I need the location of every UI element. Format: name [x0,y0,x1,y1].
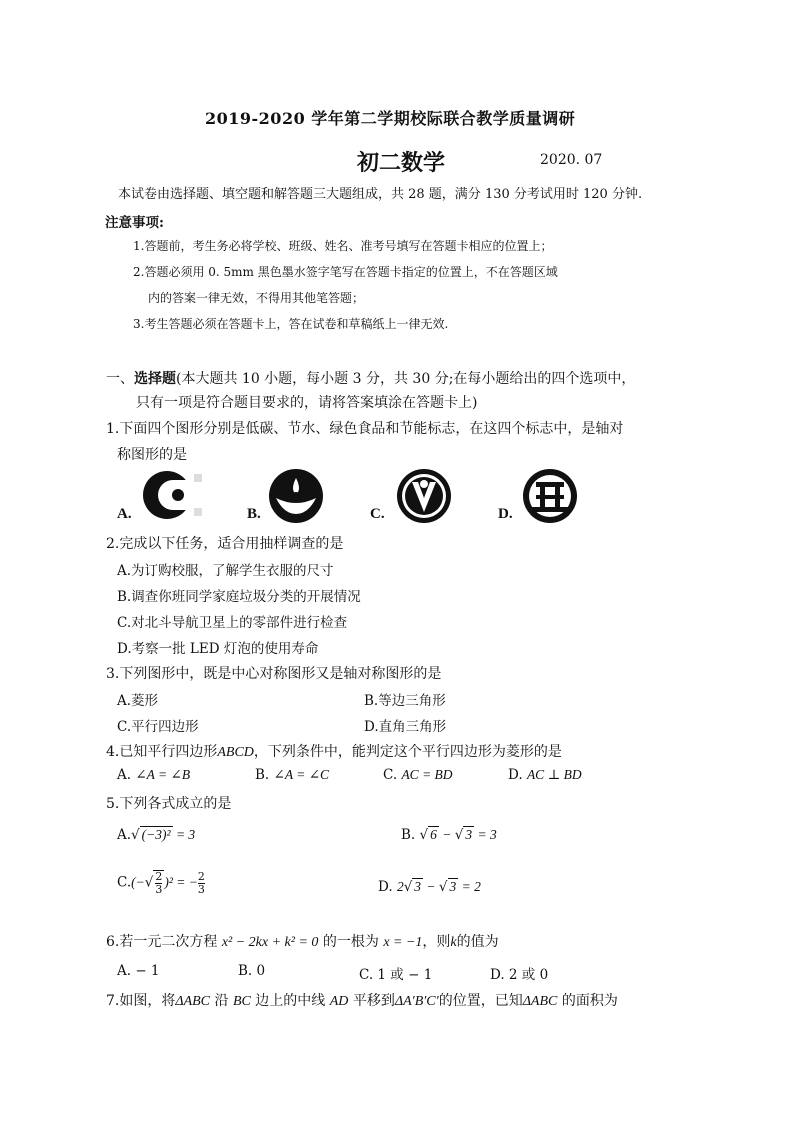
q4-stem-part: ，下列条件中，能判定这个平行四边形为菱形的是 [253,744,562,760]
notice-heading: 注意事项: [105,215,164,231]
exam-subtitle: 初二数学 [357,150,446,176]
q7-segment: AD [329,994,349,1009]
q5-expr-part: (− [131,874,145,890]
q5-radicand: 3 [449,879,457,894]
q5-rhs: = 3 [474,827,497,842]
q5-option-letter: B. [401,827,416,843]
q1-option-d-label: D. [498,506,513,522]
q5-option-letter: A. [117,827,132,843]
q6-option-c: C. 1 或 − 1 [359,967,433,983]
q4-option-expr: AC ⊥ BD [526,767,582,782]
q2-option-d: D.考察一批 LED 灯泡的使用寿命 [117,641,319,657]
section-heading [106,368,635,388]
q1-option-c-label: C. [370,506,385,522]
q7-triangle: ΔABC [175,994,211,1009]
section-label: 一、 [106,371,134,387]
exam-intro: 本试卷由选择题、填空题和解答题三大题组成，共 28 题，满分 130 分考试用时 120 分钟. [118,187,643,202]
q5-numerator: 2 [155,870,163,883]
notice-item-3: 3.考生答题必须在答题卡上，答在试卷和草稿纸上一律无效. [133,317,449,331]
q4-option-letter: D. [508,767,523,783]
q5-operator: − [438,827,455,842]
q7-stem-part: 7.如图，将 [106,993,176,1009]
q6-option-a: A. − 1 [117,963,160,979]
q7-stem-part: 的面积为 [561,993,618,1009]
q6-option-d: D. 2 或 0 [490,967,549,983]
q4-option-a [117,767,190,783]
question-1-stem: 1.下面四个图形分别是低碳、节水、绿色食品和节能标志，在这四个标志中，是轴对 [106,421,624,437]
question-5-stem: 5.下列各式成立的是 [106,796,232,812]
q6-stem-part: ，则 [422,934,451,950]
q5-operator: − [423,879,439,894]
q1-option-b-label: B. [247,506,261,522]
q5-rhs: = 3 [172,827,196,842]
q5-radicand: 3 [465,827,473,842]
question-3-stem: 3.下列图形中，既是中心对称图形又是轴对称图形的是 [106,666,442,682]
question-2-stem: 2.完成以下任务，适合用抽样调查的是 [106,536,344,552]
q6-stem-part: 的值为 [456,934,499,950]
q7-triangle: ΔABC [522,994,558,1009]
q7-segment: BC [232,994,251,1009]
q5-radicand: 3 [414,879,422,894]
water-saving-logo-icon [268,468,324,528]
q6-root: x = −1 [383,935,423,950]
low-carbon-logo-icon [140,470,206,524]
q3-option-c: C.平行四边形 [117,719,199,735]
q2-option-b: B.调查你班同学家庭垃圾分类的开展情况 [117,589,361,605]
question-4-stem [106,741,562,761]
q3-option-b: B.等边三角形 [364,693,446,709]
q2-option-a: A.为订购校服，了解学生衣服的尺寸 [117,563,334,579]
notice-item-2-cont: 内的答案一律无效，不得用其他笔答题； [148,291,365,305]
q2-option-c: C.对北斗导航卫星上的零部件进行检查 [117,615,348,631]
q4-option-c [383,767,453,783]
q1-option-a-label: A. [117,506,132,522]
section-name: 选择题 [134,371,176,387]
q4-option-d [508,767,582,783]
q3-option-a: A.菱形 [117,693,159,709]
q7-triangle: ΔA′B′C′ [394,994,439,1009]
q5-expr-part: )² = − [164,874,198,890]
section-desc-line2: 只有一项是符合题目要求的，请将答案填涂在答题卡上) [136,395,478,411]
section-desc: (本大题共 10 小题，每小题 3 分，共 30 分;在每小题给出的四个选项中， [176,371,636,387]
q4-option-expr: ∠A = ∠B [135,767,191,782]
q7-stem-part: 沿 [214,993,229,1009]
q5-radicand: (−3)² [141,827,171,842]
q6-variable: k [450,935,457,950]
q5-denominator: 3 [197,882,205,896]
q5-numerator: 2 [197,869,205,883]
q5-option-c: C.(−√ $\frac{2}{3}$ )² = − $\frac{2}{3}$ [117,869,205,896]
q4-option-expr: ∠A = ∠C [273,767,330,782]
q3-option-d: D.直角三角形 [364,719,447,735]
q6-stem-part: 6.若一元二次方程 [106,934,218,950]
q5-radicand: 6 [430,827,437,842]
exam-title: 2019-2020 学年第二学期校际联合教学质量调研 [205,109,576,128]
q5-option-letter: D. [378,879,393,895]
q6-option-b: B. 0 [238,963,266,979]
q5-coefficient: 2 [396,879,404,894]
green-food-logo-icon [396,468,452,528]
question-7-stem [106,990,618,1010]
notice-item-2: 2.答题必须用 0. 5mm 黑色墨水签字笔写在答题卡指定的位置上，不在答题区域 [133,265,558,279]
q7-stem-part: 平移到 [352,993,395,1009]
q5-fraction [153,870,164,896]
exam-date: 2020. 07 [540,152,603,168]
q5-option-d: D. 2√ 3 − √ 3 = 2 [378,879,481,895]
q5-fraction [198,871,205,896]
q4-shape-name: ABCD [217,745,254,760]
q4-option-expr: AC = BD [401,767,453,782]
q4-option-letter: B. [255,767,270,783]
q6-stem-part: 的一根为 [322,934,379,950]
q5-option-letter: C. [117,874,132,891]
q5-option-b: B. √ 6 − √ 3 = 3 [401,827,497,843]
energy-saving-logo-icon [522,468,578,528]
q4-stem-part: 4.已知平行四边形 [106,744,218,760]
q4-option-letter: A. [117,767,132,783]
q5-denominator: 3 [155,883,163,896]
q6-equation: x² − 2kx + k² = 0 [221,935,319,950]
q5-option-a: A.√ (−3)² = 3 [117,827,196,843]
notice-item-1: 1.答题前，考生务必将学校、班级、姓名、准考号填写在答题卡相应的位置上； [133,239,553,253]
q7-stem-part: 的位置，已知 [438,993,523,1009]
q5-rhs: = 2 [458,879,481,894]
q7-stem-part: 边上的中线 [255,993,326,1009]
q4-option-b [255,767,329,783]
question-1-stem-cont: 称图形的是 [117,447,187,463]
question-6-stem [106,931,499,951]
q4-option-letter: C. [383,767,398,783]
